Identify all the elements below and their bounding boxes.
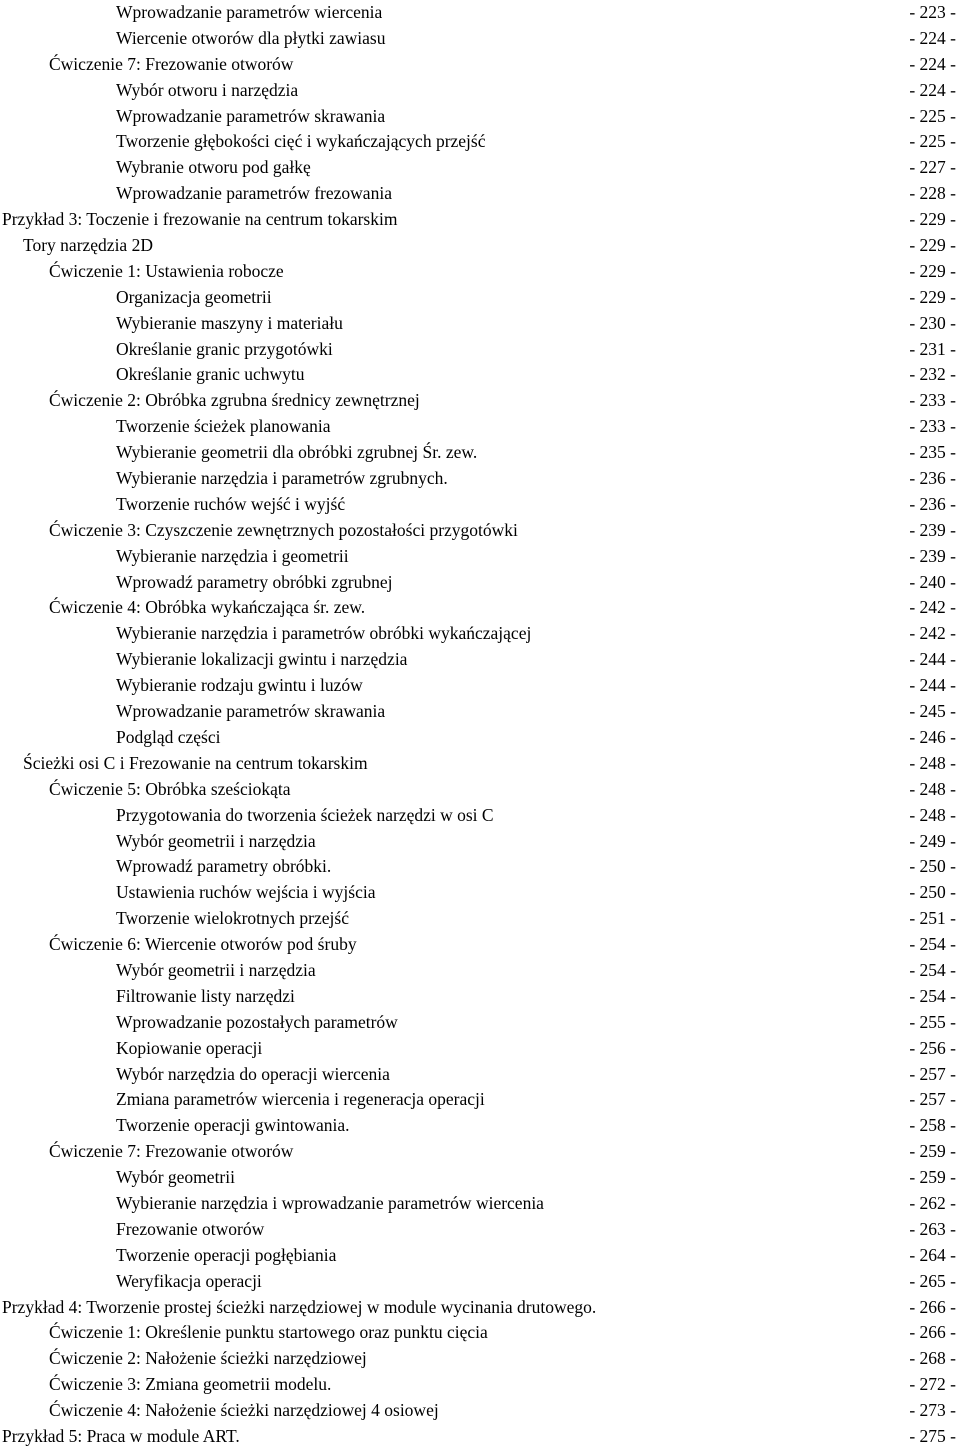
toc-entry[interactable] — [0, 207, 960, 233]
toc-entry[interactable] — [0, 0, 960, 26]
toc-entry[interactable] — [0, 233, 960, 259]
toc-entry-title: Tworzenie głębokości cięć i wykańczających przejść — [116, 131, 486, 152]
toc-entry-page-number: - 256 - — [909, 1037, 956, 1058]
toc-entry[interactable] — [0, 932, 960, 958]
toc-entry[interactable] — [0, 492, 960, 518]
toc-entry-title: Ćwiczenie 3: Zmiana geometrii modelu. — [49, 1374, 332, 1395]
toc-entry-page-number: - 229 - — [909, 260, 956, 281]
toc-entry-page-number: - 239 - — [909, 545, 956, 566]
toc-entry-page-number: - 233 - — [909, 416, 956, 437]
toc-entry-page-number: - 259 - — [909, 1167, 956, 1188]
toc-entry-page-number: - 242 - — [909, 597, 956, 618]
toc-entry[interactable] — [0, 1269, 960, 1295]
toc-entry-title: Tworzenie operacji pogłębiania — [116, 1244, 337, 1265]
toc-entry[interactable] — [0, 311, 960, 337]
toc-entry[interactable] — [0, 1165, 960, 1191]
toc-entry-page-number: - 239 - — [909, 519, 956, 540]
toc-entry-title: Ćwiczenie 7: Frezowanie otworów — [49, 1141, 294, 1162]
toc-entry-page-number: - 257 - — [909, 1063, 956, 1084]
toc-entry[interactable] — [0, 725, 960, 751]
toc-entry[interactable] — [0, 129, 960, 155]
toc-entry-page-number: - 227 - — [909, 157, 956, 178]
toc-entry[interactable] — [0, 544, 960, 570]
toc-entry-title: Przygotowania do tworzenia ścieżek narzędzi w osi C — [116, 804, 494, 825]
toc-entry[interactable] — [0, 78, 960, 104]
toc-entry[interactable] — [0, 958, 960, 984]
toc-entry-page-number: - 251 - — [909, 908, 956, 929]
toc-entry-page-number: - 242 - — [909, 623, 956, 644]
toc-entry[interactable] — [0, 26, 960, 52]
toc-entry-title: Przykład 5: Praca w module ART. — [2, 1425, 240, 1446]
toc-entry-title: Ustawienia ruchów wejścia i wyjścia — [116, 882, 376, 903]
toc-entry-title: Ćwiczenie 1: Określenie punktu startowego oraz punktu cięcia — [49, 1322, 488, 1343]
toc-entry[interactable] — [0, 285, 960, 311]
toc-entry-page-number: - 258 - — [909, 1115, 956, 1136]
toc-entry-page-number: - 224 - — [909, 79, 956, 100]
toc-entry-page-number: - 228 - — [909, 183, 956, 204]
toc-entry-page-number: - 246 - — [909, 726, 956, 747]
toc-entry-page-number: - 231 - — [909, 338, 956, 359]
toc-entry-page-number: - 244 - — [909, 649, 956, 670]
toc-entry-title: Kopiowanie operacji — [116, 1037, 263, 1058]
toc-entry-page-number: - 264 - — [909, 1244, 956, 1265]
toc-entry-title: Ćwiczenie 6: Wiercenie otworów pod śruby — [49, 934, 357, 955]
toc-entry-title: Wybieranie rodzaju gwintu i luzów — [116, 675, 363, 696]
toc-entry-page-number: - 275 - — [909, 1425, 956, 1446]
toc-entry-page-number: - 259 - — [909, 1141, 956, 1162]
toc-entry-page-number: - 229 - — [909, 209, 956, 230]
toc-entry[interactable] — [0, 1424, 960, 1450]
toc-entry-title: Wprowadzanie parametrów skrawania — [116, 105, 386, 126]
toc-entry[interactable] — [0, 362, 960, 388]
toc-entry[interactable] — [0, 570, 960, 596]
toc-entry[interactable] — [0, 52, 960, 78]
toc-entry-title: Wprowadzanie parametrów wiercenia — [116, 2, 383, 22]
toc-entry[interactable] — [0, 1243, 960, 1269]
toc-entry[interactable] — [0, 388, 960, 414]
toc-entry[interactable] — [0, 337, 960, 363]
toc-entry-title: Wprowadzanie parametrów frezowania — [116, 183, 392, 204]
toc-entry[interactable] — [0, 1346, 960, 1372]
toc-entry-page-number: - 266 - — [909, 1322, 956, 1343]
toc-entry-page-number: - 265 - — [909, 1270, 956, 1291]
toc-entry[interactable] — [0, 1062, 960, 1088]
toc-entry-page-number: - 236 - — [909, 468, 956, 489]
toc-entry[interactable] — [0, 259, 960, 285]
toc-entry-page-number: - 257 - — [909, 1089, 956, 1110]
toc-entry-page-number: - 240 - — [909, 571, 956, 592]
toc-entry[interactable] — [0, 777, 960, 803]
toc-entry-title: Tworzenie ruchów wejść i wyjść — [116, 493, 346, 514]
toc-entry-page-number: - 236 - — [909, 493, 956, 514]
toc-entry[interactable] — [0, 1295, 960, 1321]
toc-entry-page-number: - 263 - — [909, 1218, 956, 1239]
toc-entry-title: Filtrowanie listy narzędzi — [116, 985, 295, 1006]
toc-entry-page-number: - 224 - — [909, 53, 956, 74]
toc-entry-page-number: - 232 - — [909, 364, 956, 385]
toc-entry-title: Wybór geometrii — [116, 1167, 235, 1188]
toc-entry-title: Wybieranie narzędzia i wprowadzanie parametrów wiercenia — [116, 1192, 544, 1213]
toc-entry-page-number: - 268 - — [909, 1348, 956, 1369]
toc-entry[interactable] — [0, 621, 960, 647]
toc-entry-page-number: - 255 - — [909, 1011, 956, 1032]
toc-entry-title: Wprowadź parametry obróbki. — [116, 856, 332, 877]
toc-entry[interactable] — [0, 1191, 960, 1217]
toc-entry-page-number: - 233 - — [909, 390, 956, 411]
toc-entry-page-number: - 266 - — [909, 1296, 956, 1317]
toc-entry[interactable] — [0, 414, 960, 440]
toc-entry-title: Wybór geometrii i narzędzia — [116, 959, 316, 980]
toc-entry-title: Organizacja geometrii — [116, 286, 272, 307]
toc-entry-title: Ścieżki osi C i Frezowanie na centrum tokarskim — [23, 752, 368, 773]
toc-entry[interactable] — [0, 1087, 960, 1113]
toc-entry[interactable] — [0, 466, 960, 492]
toc-entry-title: Określanie granic uchwytu — [116, 364, 305, 385]
toc-entry-title: Wybór narzędzia do operacji wiercenia — [116, 1063, 390, 1084]
toc-entry-title: Frezowanie otworów — [116, 1218, 265, 1239]
toc-entry-title: Ćwiczenie 1: Ustawienia robocze — [49, 260, 284, 281]
toc-entry-page-number: - 248 - — [909, 752, 956, 773]
toc-entry[interactable] — [0, 518, 960, 544]
toc-entry[interactable] — [0, 181, 960, 207]
toc-entry-title: Wybieranie maszyny i materiału — [116, 312, 343, 333]
toc-entry[interactable] — [0, 673, 960, 699]
toc-entry-title: Przykład 4: Tworzenie prostej ścieżki narzędziowej w module wycinania drutowego. — [2, 1296, 597, 1317]
toc-entry-title: Ćwiczenie 2: Nałożenie ścieżki narzędziowej — [49, 1348, 367, 1369]
toc-entry-page-number: - 245 - — [909, 701, 956, 722]
toc-entry-title: Ćwiczenie 3: Czyszczenie zewnętrznych pozostałości przygotówki — [49, 519, 518, 540]
toc-entry[interactable] — [0, 880, 960, 906]
toc-entry-page-number: - 249 - — [909, 830, 956, 851]
toc-entry-title: Wybieranie geometrii dla obróbki zgrubnej Śr. zew. — [116, 442, 478, 463]
toc-entry[interactable] — [0, 1036, 960, 1062]
toc-entry-title: Wybieranie narzędzia i geometrii — [116, 545, 349, 566]
toc-entry-title: Ćwiczenie 4: Nałożenie ścieżki narzędziowej 4 osiowej — [49, 1400, 439, 1421]
toc-entry[interactable] — [0, 647, 960, 673]
toc-entry[interactable] — [0, 155, 960, 181]
toc-entry[interactable] — [0, 751, 960, 777]
toc-entry-title: Ćwiczenie 2: Obróbka zgrubna średnicy zewnętrznej — [49, 390, 420, 411]
toc-entry-title: Tworzenie wielokrotnych przejść — [116, 908, 349, 929]
toc-entry-page-number: - 248 - — [909, 778, 956, 799]
toc-entry-page-number: - 262 - — [909, 1192, 956, 1213]
toc-entry-title: Tworzenie operacji gwintowania. — [116, 1115, 350, 1136]
toc-entry-page-number: - 254 - — [909, 985, 956, 1006]
toc-entry[interactable] — [0, 1398, 960, 1424]
toc-entry-title: Wybranie otworu pod gałkę — [116, 157, 311, 178]
toc-entry[interactable] — [0, 440, 960, 466]
toc-entry-page-number: - 224 - — [909, 27, 956, 48]
toc-entry-title: Weryfikacja operacji — [116, 1270, 262, 1291]
toc-entry-page-number: - 272 - — [909, 1374, 956, 1395]
toc-entry-title: Wybieranie narzędzia i parametrów zgrubnych. — [116, 468, 448, 489]
toc-entry-title: Wprowadzanie pozostałych parametrów — [116, 1011, 398, 1032]
toc-entry[interactable] — [0, 1010, 960, 1036]
toc-entry-title: Przykład 3: Toczenie i frezowanie na centrum tokarskim — [2, 209, 398, 230]
toc-entry[interactable] — [0, 104, 960, 130]
toc-entry-page-number: - 248 - — [909, 804, 956, 825]
toc-entry[interactable] — [0, 803, 960, 829]
toc-entry[interactable] — [0, 854, 960, 880]
toc-entry-title: Ćwiczenie 7: Frezowanie otworów — [49, 53, 294, 74]
toc-entry[interactable] — [0, 1217, 960, 1243]
toc-entry-page-number: - 225 - — [909, 131, 956, 152]
toc-entry-title: Wprowadź parametry obróbki zgrubnej — [116, 571, 393, 592]
toc-entry[interactable] — [0, 699, 960, 725]
toc-entry-title: Wybór otworu i narzędzia — [116, 79, 299, 100]
toc-entry[interactable] — [0, 1139, 960, 1165]
toc-entry[interactable] — [0, 829, 960, 855]
toc-entry-page-number: - 229 - — [909, 235, 956, 256]
toc-entry-title: Tory narzędzia 2D — [23, 235, 153, 256]
toc-entry[interactable] — [0, 1372, 960, 1398]
toc-entry-page-number: - 225 - — [909, 105, 956, 126]
toc-entry-page-number: - 254 - — [909, 959, 956, 980]
toc-entry-title: Tworzenie ścieżek planowania — [116, 416, 331, 437]
toc-entry-page-number: - 229 - — [909, 286, 956, 307]
toc-entry-title: Zmiana parametrów wiercenia i regeneracja operacji — [116, 1089, 485, 1110]
toc-entry-title: Określanie granic przygotówki — [116, 338, 333, 359]
toc-entry-title: Wprowadzanie parametrów skrawania — [116, 701, 386, 722]
toc-entry-page-number: - 273 - — [909, 1400, 956, 1421]
toc-entry-page-number: - 244 - — [909, 675, 956, 696]
toc-entry-page-number: - 254 - — [909, 934, 956, 955]
toc-entry-title: Wybieranie narzędzia i parametrów obróbki wykańczającej — [116, 623, 532, 644]
toc-entry[interactable] — [0, 906, 960, 932]
toc-entry[interactable] — [0, 1320, 960, 1346]
toc-entry[interactable] — [0, 984, 960, 1010]
toc-entry-title: Wybór geometrii i narzędzia — [116, 830, 316, 851]
toc-entry-page-number: - 250 - — [909, 856, 956, 877]
toc-entry-page-number: - 250 - — [909, 882, 956, 903]
toc-entry-title: Podgląd części — [116, 726, 221, 747]
toc-entry-title: Ćwiczenie 5: Obróbka sześciokąta — [49, 778, 291, 799]
toc-entry-title: Wiercenie otworów dla płytki zawiasu — [116, 27, 386, 48]
toc-entry[interactable] — [0, 595, 960, 621]
toc-entry-page-number: - 230 - — [909, 312, 956, 333]
toc-entry[interactable] — [0, 1113, 960, 1139]
toc-entry-page-number: - 235 - — [909, 442, 956, 463]
toc-entry-page-number: - 223 - — [909, 2, 956, 22]
toc-entry-title: Wybieranie lokalizacji gwintu i narzędzia — [116, 649, 408, 670]
toc-entry-title: Ćwiczenie 4: Obróbka wykańczająca śr. zew. — [49, 597, 366, 618]
